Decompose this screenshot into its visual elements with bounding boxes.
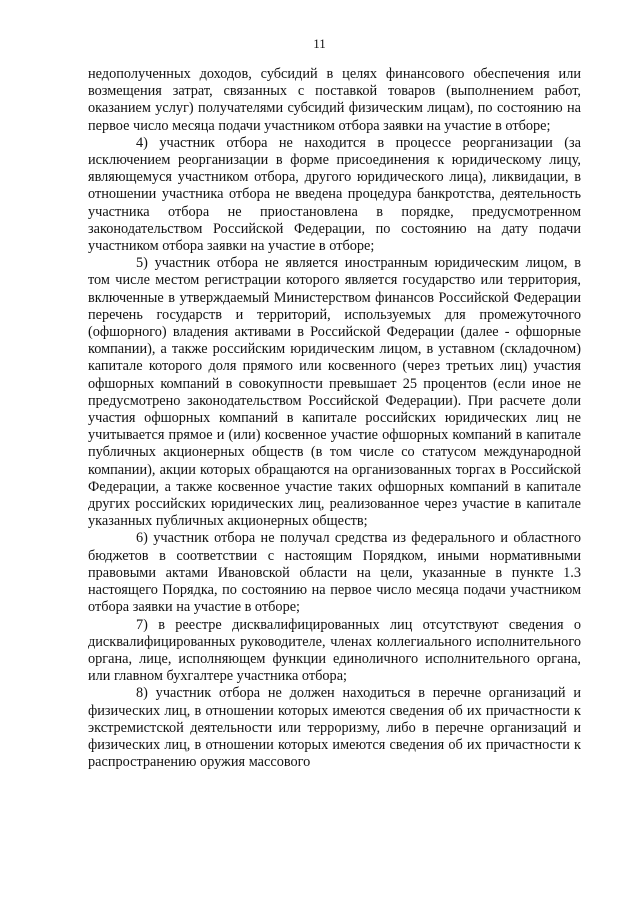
paragraph-item-6: 6) участник отбора не получал средства из федерального и областного бюджетов в соответствии с настоящим Порядком, иными нормативными правовыми актами Ивановской области на цели, указанные в пункте 1.3 настоящего Порядка, по состоянию на первое число месяца подачи участником отбора заявки на участие в отборе; (88, 530, 581, 616)
paragraph-continuation: недополученных доходов, субсидий в целях финансового обеспечения или возмещения затрат, связанных с поставкой товаров (выполнением работ, оказанием услуг) получателями субсидий физическим лицам), по состоянию на первое число месяца подачи участником отбора заявки на участие в отборе; (88, 66, 581, 134)
document-body (88, 66, 581, 771)
page-number: 11 (313, 36, 326, 51)
paragraph-item-4: 4) участник отбора не находится в процессе реорганизации (за исключением реорганизации в форме присоединения к юридическому лицу, являющемуся участником отбора, другого юридического лица), ликвидации, в отношении участника отбора не введена процедура банкротства, деятельность участника отбора не приостановлена в порядке, предусмотренном законодательством Российской Федерации, по состоянию на дату подачи участником отбора заявки на участие в отборе; (88, 134, 581, 255)
paragraph-item-5: 5) участник отбора не является иностранным юридическим лицом, в том числе местом регистрации которого является государство или территория, включенные в утверждаемый Министерством финансов Российской Федерации перечень государств и территорий, используемых для промежуточного (офшорного) владения активами в Российской Федерации (далее - офшорные компании), а также российским юридическим лицом, в уставном (складочном) капитале которого доля прямого или косвенного (через третьих лиц) участия офшорных компаний в совокупности превышает 25 процентов (если иное не предусмотрено законодательством Российской Федерации). При расчете доли участия офшорных компаний в капитале российских юридических лиц не учитывается прямое и (или) косвенное участие офшорных компаний в капитале публичных акционерных обществ (в том числе со статусом международной компании), акции которых обращаются на организованных торгах в Российской Федерации, а также косвенное участие таких офшорных компаний в капитале других российских юридических лиц, реализованное через участие в капитале указанных публичных акционерных обществ; (88, 255, 581, 530)
paragraph-item-8: 8) участник отбора не должен находиться в перечне организаций и физических лиц, в отношении которых имеются сведения об их причастности к экстремистской деятельности или терроризму, либо в перечне организаций и физических лиц, в отношении которых имеются сведения об их причастности к распространению оружия массового (88, 685, 581, 771)
paragraph-item-7: 7) в реестре дисквалифицированных лиц отсутствуют сведения о дисквалифицированных руководителе, членах коллегиального исполнительного органа, лице, исполняющем функции единоличного исполнительного органа, или главном бухгалтере участника отбора; (88, 616, 581, 685)
